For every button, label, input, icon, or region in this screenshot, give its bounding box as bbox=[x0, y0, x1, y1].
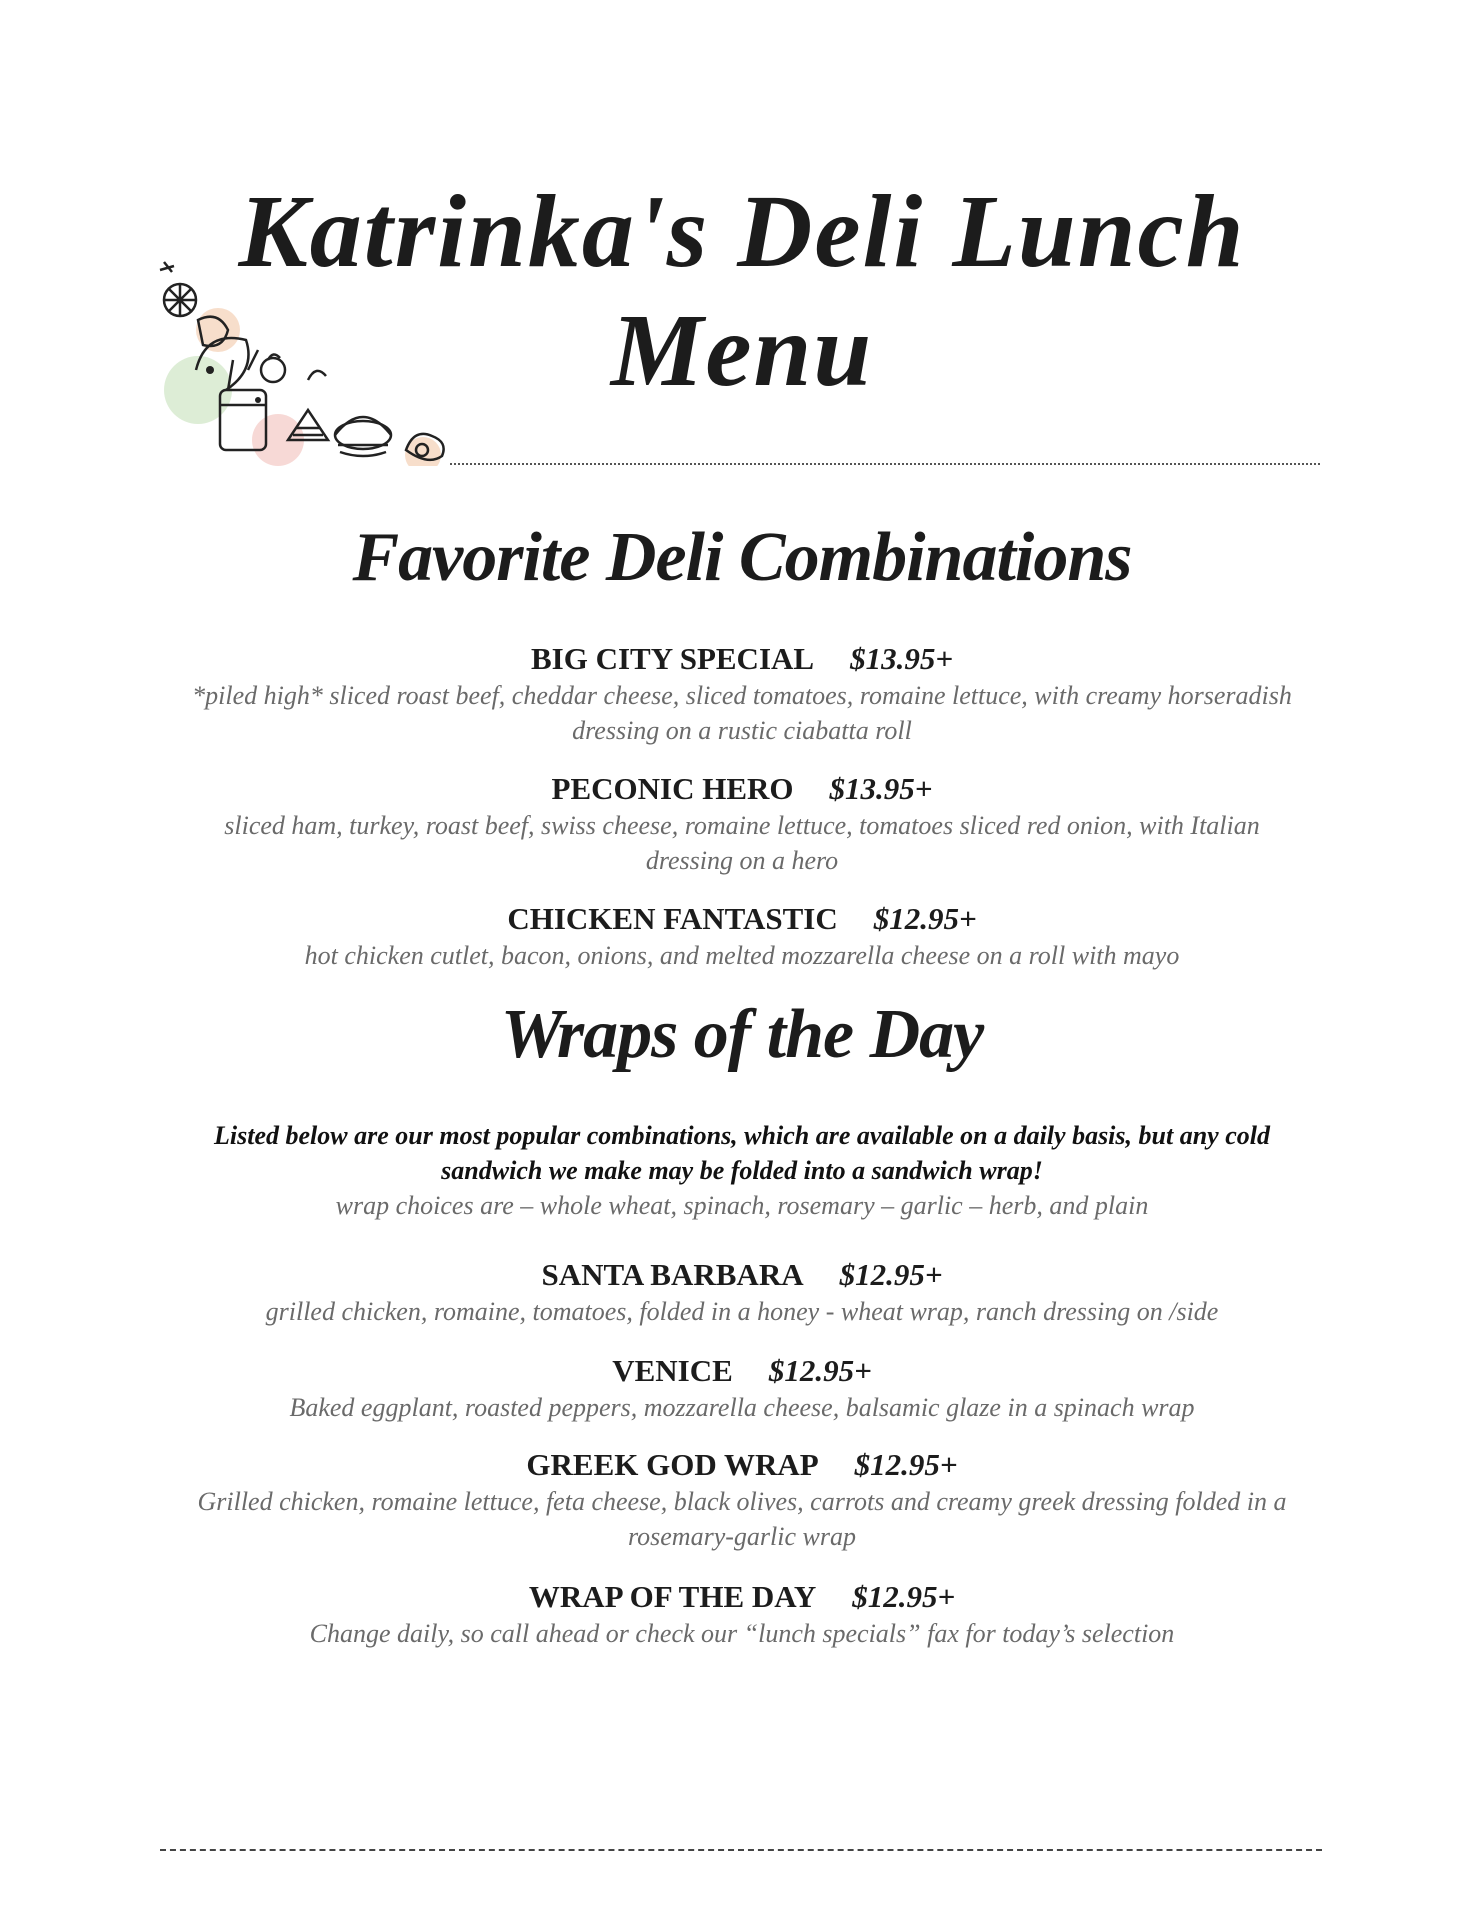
menu-item-santa-barbara bbox=[180, 1256, 1304, 1329]
item-description: Baked eggplant, roasted peppers, mozzarella cheese, balsamic glaze in a spinach wrap bbox=[289, 1393, 1195, 1422]
item-description: Grilled chicken, romaine lettuce, feta cheese, black olives, carrots and creamy greek dressing folded in a rosemary-garlic wrap bbox=[197, 1487, 1287, 1551]
menu-item-wrap-of-the-day bbox=[180, 1578, 1304, 1651]
menu-item-chicken-fantastic bbox=[180, 900, 1304, 973]
item-name: PECONIC HERO bbox=[551, 771, 794, 806]
item-name: VENICE bbox=[612, 1353, 733, 1388]
item-price: $12.95+ bbox=[854, 1447, 958, 1482]
item-name: CHICKEN FANTASTIC bbox=[507, 901, 838, 936]
wrap-choices-text: wrap choices are – whole wheat, spinach, rosemary – garlic – herb, and plain bbox=[335, 1191, 1149, 1220]
item-description: *piled high* sliced roast beef, cheddar cheese, sliced tomatoes, romaine lettuce, with creamy horseradish dressing on a rustic ciabatta roll bbox=[192, 681, 1292, 745]
page-title: Katrinka's Deli Lunch Menu bbox=[238, 174, 1246, 408]
menu-item-peconic-hero bbox=[180, 770, 1304, 878]
item-name: BIG CITY SPECIAL bbox=[530, 641, 815, 676]
item-description: sliced ham, turkey, roast beef, swiss cheese, romaine lettuce, tomatoes sliced red onion, with Italian dressing on a hero bbox=[224, 811, 1260, 875]
item-description: Change daily, so call ahead or check our “lunch specials” fax for today’s selection bbox=[309, 1619, 1175, 1648]
item-price: $12.95+ bbox=[873, 901, 977, 936]
item-description: hot chicken cutlet, bacon, onions, and melted mozzarella cheese on a roll with mayo bbox=[304, 941, 1180, 970]
menu-item-venice bbox=[180, 1352, 1304, 1425]
item-price: $13.95+ bbox=[829, 771, 933, 806]
item-name: SANTA BARBARA bbox=[541, 1257, 804, 1292]
wraps-intro-text: Listed below are our most popular combinations, which are available on a daily basis, but any cold sandwich we make may be folded into a sandwich wrap! bbox=[214, 1121, 1270, 1185]
item-price: $12.95+ bbox=[839, 1257, 943, 1292]
menu-item-greek-god-wrap bbox=[180, 1446, 1304, 1554]
dashed-divider bbox=[160, 1849, 1322, 1851]
section-heading-wraps-of-the-day: Wraps of the Day bbox=[500, 996, 984, 1073]
food-doodle-illustration bbox=[158, 260, 450, 466]
menu-item-big-city-special bbox=[180, 640, 1304, 748]
section-heading-favorite-combinations: Favorite Deli Combinations bbox=[352, 519, 1132, 596]
item-description: grilled chicken, romaine, tomatoes, folded in a honey - wheat wrap, ranch dressing on /side bbox=[265, 1297, 1219, 1326]
item-name: WRAP OF THE DAY bbox=[528, 1579, 817, 1614]
item-price: $12.95+ bbox=[852, 1579, 956, 1614]
dotted-divider bbox=[450, 463, 1320, 465]
item-price: $13.95+ bbox=[850, 641, 953, 676]
wraps-intro bbox=[180, 1118, 1304, 1223]
item-name: GREEK GOD WRAP bbox=[526, 1447, 819, 1482]
item-price: $12.95+ bbox=[768, 1353, 872, 1388]
